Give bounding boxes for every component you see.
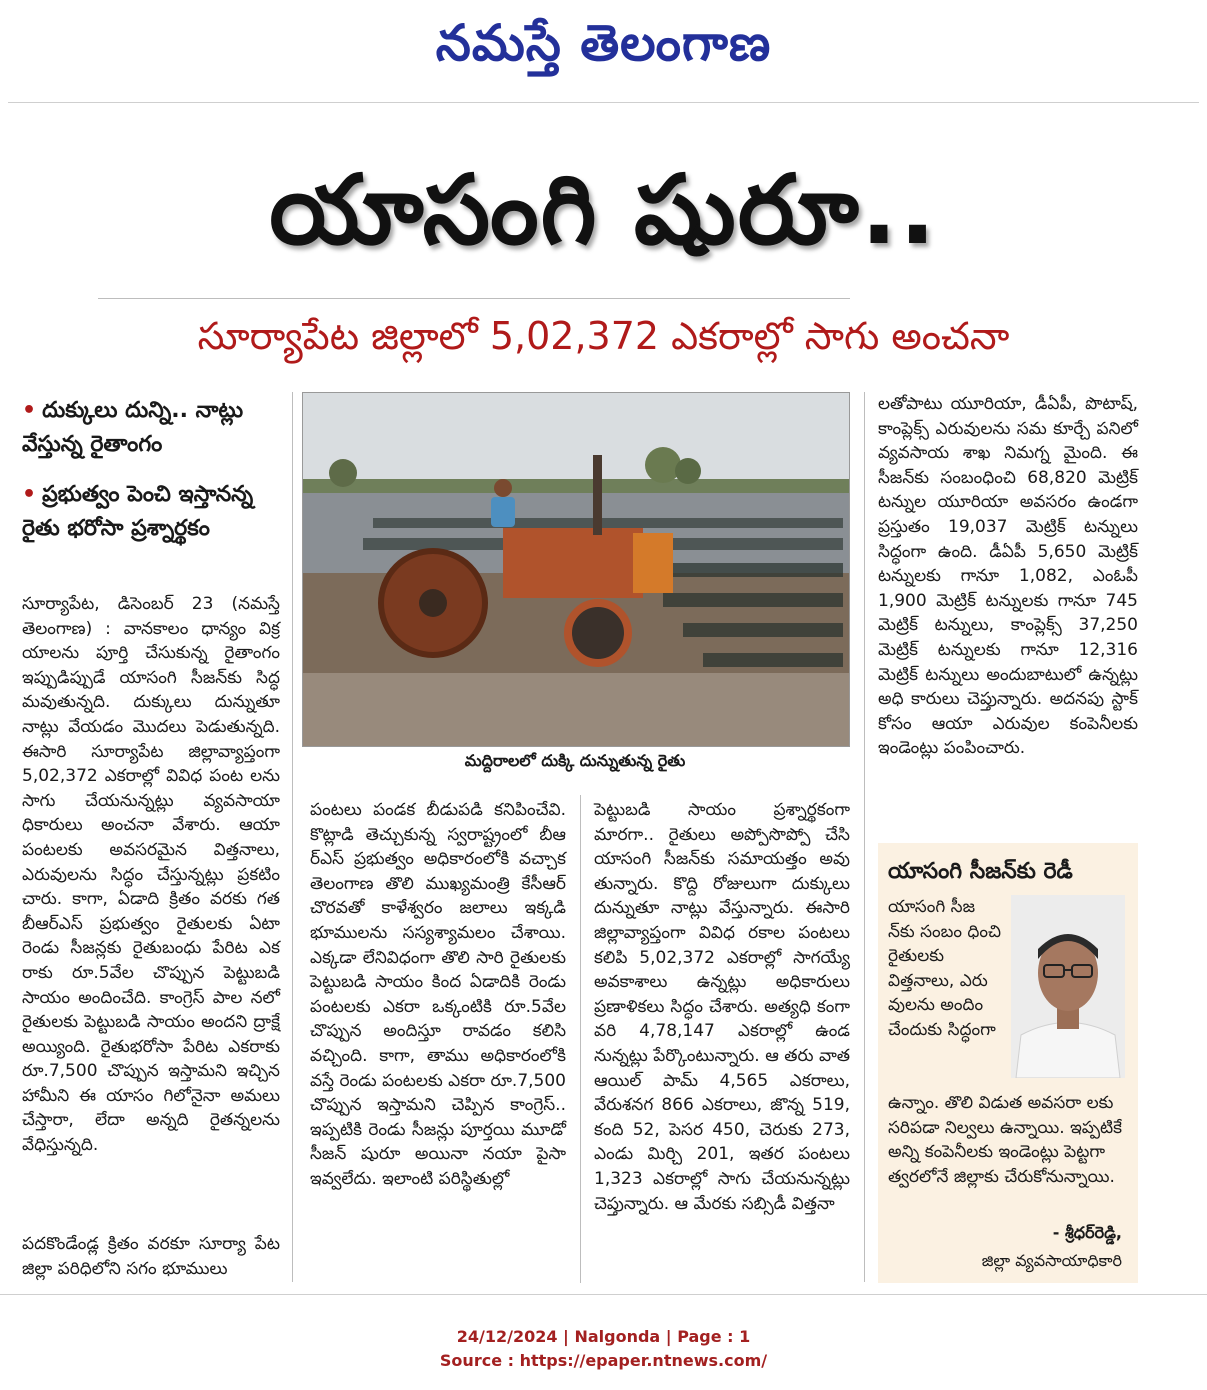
article-paragraph: సూర్యాపేట, డిసెంబర్ 23 (నమస్తే తెలంగాణ) : వానకాలం ధాన్యం విక్ర యాలను పూర్తి చేసుకున్న రైతాంగం ఇప్పుడిప్పుడే యాసంగి సీజన్‌కు సిద్ధ మవుతున్నది. దుక్కులు దున్నుతూ నాట్లు వేయడం మొదలు పెడుతున్నది. ఈసారి సూర్యాపేట జిల్లావ్యాప్తంగా 5,02,372 ఎకరాల్లో వివిధ పంట లను సాగు చేయనున్నట్లు వ్యవసాయా ధికారులు అంచనా వేశారు. ఆయా పంటలకు అవసరమైన విత్తనాలు, ఎరువులను సిద్ధం చేస్తున్నట్లు ప్రకటిం చారు. కాగా, ఏడాది క్రితం వరకు గత బీఆర్‌ఎస్ ప్రభుత్వం రైతులకు ఏటా రెండు సీజన్లకు రైతుబంధు పేరిట ఎక రాకు రూ.5వేల చొప్పున పెట్టుబడి సాయం అందించేది. కాంగ్రెస్ పాల నలో రైతులకు పెట్టుబడి సాయం అందని ద్రాక్షే అయ్యింది. రైతుభరోసా పేరిట ఎకరాకు రూ.7,500 చొప్పున ఇస్తామని ఇచ్చిన హామీని ఈ యాసం గిలోనైనా అమలు చేస్తారా, లేదా అన్నది రైతన్నలను వేధిస్తున్నది. (22, 594, 280, 1156)
column-divider (292, 392, 293, 1282)
headline-divider (98, 298, 850, 299)
photo-caption: మద్దిరాలలో దుక్కి దున్నుతున్న రైతు (464, 751, 686, 770)
signature-title: జిల్లా వ్యవసాయాధికారి (981, 1251, 1122, 1270)
article-paragraph: లతోపాటు యూరియా, డీఏపీ, పొటాష్, కాంప్లెక్స్ ఎరువులను సమ కూర్చే పనిలో వ్యవసాయ శాఖ నిమగ్న మైంది. ఈ సీజన్‌కు సంబంధించి 68,820 మెట్రిక్ టన్నుల యూరియా అవసరం ఉండగా ప్రస్తుతం 19,037 మెట్రిక్ టన్నులు సిద్ధంగా ఉంది. డీఏపీ 5,650 మెట్రిక్ టన్నులకు గానూ 1,082, ఎంఓపీ 1,900 మెట్రిక్ టన్నులకు గానూ 745 మెట్రిక్ టన్నులు, కాంప్లెక్స్ 37,250 మెట్రిక్ టన్నులకు గానూ 12,316 మెట్రిక్ టన్నులు అందుబాటులో ఉన్నట్లు అధి కారులు చెప్తున్నారు. అదనపు స్టాక్ కోసం ఆయా ఎరువుల కంపెనీలకు ఇండెంట్లు పంపించారు. (878, 394, 1138, 759)
column-divider (864, 392, 865, 1282)
article-column-3 (594, 798, 850, 1216)
masthead-title: నమస్తే తెలంగాణ (435, 13, 772, 72)
signature-name: - శ్రీధర్‌రెడ్డి, (1052, 1223, 1122, 1242)
sidebar-title: యాసంగి సీజన్‌కు రెడీ (888, 859, 1073, 884)
article-paragraph: పదకొండేండ్ల క్రితం వరకూ సూర్యా పేట జిల్లా పరిధిలోని సగం భూములు (22, 1234, 280, 1279)
tractor-photo-illustration (303, 393, 849, 746)
bullet-point-2: • ప్రభుత్వం పెంచి ఇస్తానన్న రైతు భరోసా ప్రశ్నార్థకం (22, 482, 254, 541)
footer-source-link[interactable]: Source : https://epaper.ntnews.com/ (439, 1351, 768, 1370)
article-column-1-continued (22, 1232, 280, 1281)
headline: యాసంగి షురూ.. (269, 154, 938, 266)
subheadline: సూర్యాపేట జిల్లాలో 5,02,372 ఎకరాల్లో సాగు అంచనా (197, 314, 1010, 358)
column-divider (580, 795, 581, 1283)
article-paragraph: పంటలు పండక బీడుపడి కనిపించేవి. కొట్లాడి తెచ్చుకున్న స్వరాష్ట్రంలో బీఆ ర్‌ఎస్ ప్రభుత్వం అధికారంలోకి వచ్చాక తెలంగాణ తొలి ముఖ్యమంత్రి కేసీఆర్ చొరవతో కాళేశ్వరం జలాలు ఇక్కడి భూములను సస్యశ్యామలం చేశాయి. ఎక్కడా లేనివిధంగా తొలి సారి రైతులకు పెట్టుబడి సాయం కింద ఏడాదికి రెండు పంటలకు ఎకరా ఒక్కంటికి రూ.5వేల చొప్పున అందిస్తూ రావడం కలిసి వచ్చింది. కాగా, తాము అధికారంలోకి వస్తే రెండు పంటలకు ఎకరా రూ.7,500 చొప్పున ఇస్తామని చెప్పిన కాంగ్రెస్.. ఇప్పటికి రెండు సీజన్లు పూర్తయి మూడో సీజన్ షురూ అయినా నయా పైసా ఇవ్వలేదు. ఇలాంటి పరిస్థితుల్లో (310, 800, 566, 1189)
bullet-point-1: • దుక్కులు దున్ని.. నాట్లు వేస్తున్న రైతాంగం (22, 398, 244, 457)
sidebar-text-narrow: యాసంగి సీజ న్‌కు సంబం ధించి రైతులకు విత్తనాలు, ఎరు వులను అందిం చేందుకు సిద్ధంగా (888, 897, 1002, 1040)
article-column-4 (878, 392, 1138, 761)
sidebar-text-wide: ఉన్నాం. తొలి విడుత అవసరా లకు సరిపడా నిల్వలు ఉన్నాయి. ఇప్పటికే అన్ని కంపెనీలకు ఇండెంట్లు పెట్టగా త్వరలోనే జిల్లాకు చేరుకోనున్నాయి. (888, 1093, 1123, 1187)
masthead-divider (8, 102, 1199, 103)
bullet-icon: • (22, 398, 37, 423)
portrait-illustration (1011, 895, 1125, 1078)
tractor-photo (302, 392, 850, 747)
article-column-2 (310, 798, 566, 1192)
footer-edition-info: 24/12/2024 | Nalgonda | Page : 1 (456, 1327, 751, 1346)
footer-divider (0, 1294, 1207, 1295)
bullet-icon: • (22, 482, 37, 507)
article-paragraph: పెట్టుబడి సాయం ప్రశ్నార్థకంగా మారగా.. రైతులు అప్పోసొప్పో చేసి యాసంగి సీజన్‌కు సమాయత్తం అవు తున్నారు. కొద్ది రోజులుగా దుక్కులు దున్నుతూ నాట్లు వేస్తున్నారు. ఈసారి జిల్లావ్యాప్తంగా వివిధ రకాల పంటలు కలిపి 5,02,372 ఎకరాల్లో సాగయ్యే అవకాశాలు ఉన్నట్లు అధికారులు ప్రణాళికలు సిద్ధం చేశారు. అత్యధి కంగా వరి 4,78,147 ఎకరాల్లో ఉండ నున్నట్లు పేర్కొంటున్నారు. ఆ తరు వాత ఆయిల్ పామ్ 4,565 ఎకరాలు, వేరుశనగ 866 ఎకరాలు, జొన్న 519, కంది 52, పెసర 450, చెరుకు 273, ఎండు మిర్చి 201, ఇతర పంటలు 1,323 ఎకరాల్లో సాగు చేయనున్నట్లు చెప్తున్నారు. ఆ మేరకు సబ్సిడీ విత్తనా (594, 800, 850, 1214)
official-portrait (1011, 895, 1125, 1078)
article-column-1 (22, 592, 280, 1158)
